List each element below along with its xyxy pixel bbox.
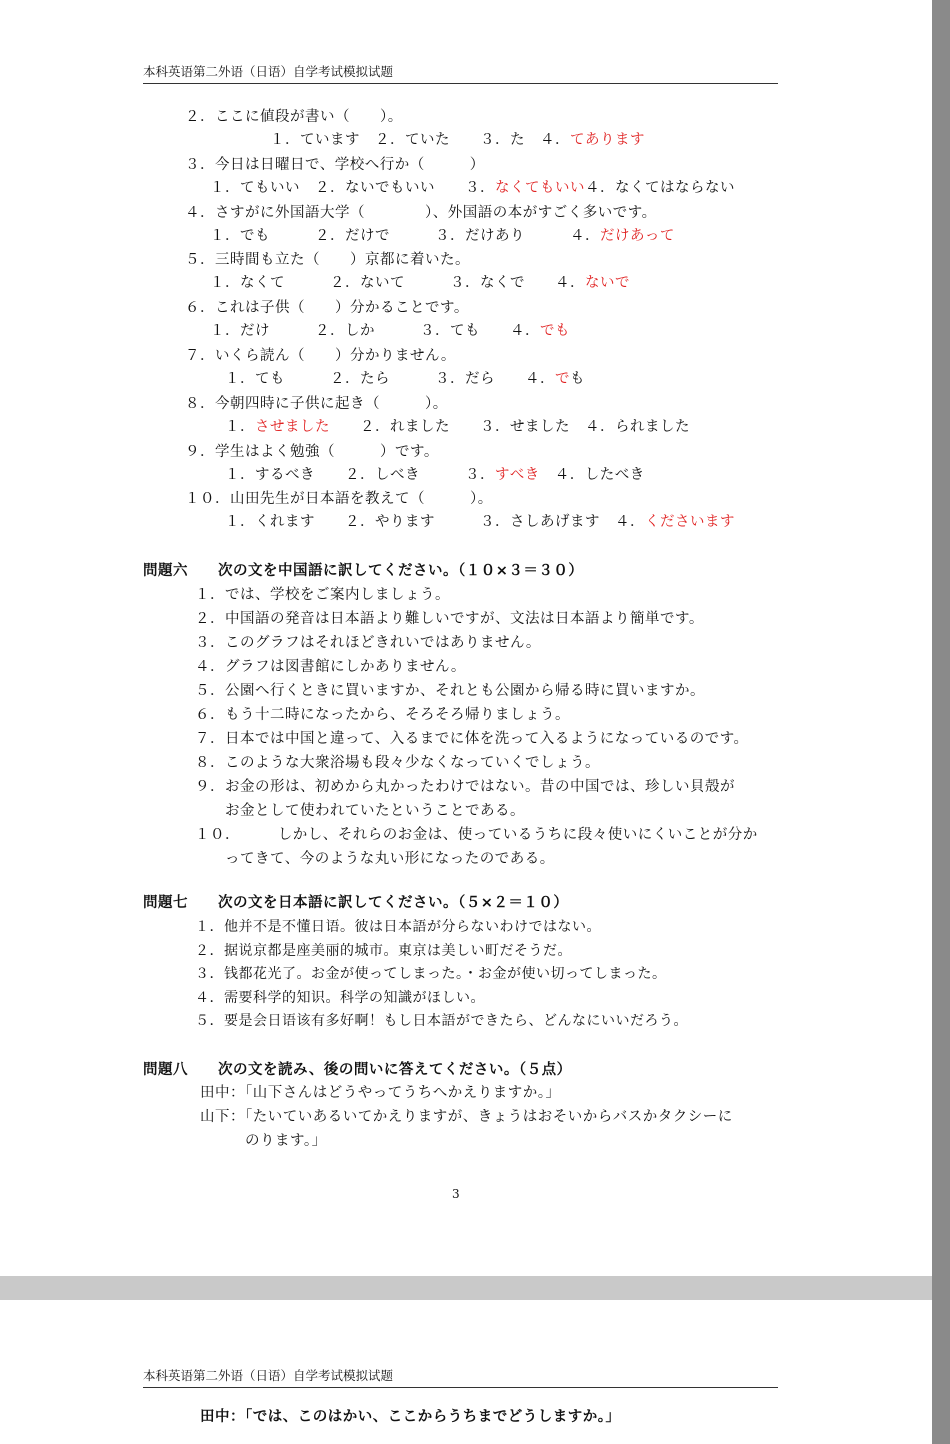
options-line xyxy=(195,513,735,531)
section-6-item: ５．公園へ行くときに買いますか、それとも公園から帰る時に買いますか。 xyxy=(195,683,705,699)
option-text: １．なくて ２．ないて ３．なくで ４． xyxy=(195,275,585,292)
answer-highlight: で xyxy=(555,371,570,387)
section-6-item: １．では、学校をご案内しましょう。 xyxy=(195,587,450,603)
page-number: 3 xyxy=(452,1187,460,1201)
option-text: １．くれます ２．やります ３．さしあげます ４． xyxy=(195,514,645,531)
section-6-title: 問題六 次の文を中国語に訳してください。（１０×３＝３０） xyxy=(143,563,584,579)
page-header: 本科英语第二外语（日语）自学考试模拟试题 xyxy=(143,62,778,84)
answer-highlight: でも xyxy=(540,323,570,340)
options-line xyxy=(195,131,645,149)
option-text: １．だけ ２．しか ３．ても ４． xyxy=(195,323,540,340)
question-line: ７．いくら読ん（ ）分かりません。 xyxy=(185,348,456,364)
section-7-item: ３．钱都花光了。お金が使ってしまった。・お金が使い切ってしまった。 xyxy=(195,966,667,982)
section-7-item: ５．要是会日语该有多好啊！もし日本語ができたら、どんなにいいだろう。 xyxy=(195,1013,688,1029)
option-text: １．でも ２．だけで ３．だけあり ４． xyxy=(195,227,600,244)
option-text: １． xyxy=(195,418,255,435)
question-line: ６．これは子供（ ）分かることです。 xyxy=(185,300,469,317)
options-line xyxy=(195,274,630,292)
viewer-scrollbar[interactable] xyxy=(932,0,950,1444)
answer-highlight: ないで xyxy=(585,275,630,292)
document-page-4 xyxy=(0,1300,932,1444)
options-line xyxy=(195,179,735,197)
dialog-line: のります。」 xyxy=(200,1133,327,1149)
page-gap xyxy=(0,1276,932,1300)
option-text: も xyxy=(570,371,585,387)
section-6-item: ９．お金の形は、初めから丸かったわけではない。昔の中国では、珍しい貝殻が xyxy=(195,779,735,795)
options-line xyxy=(195,418,690,436)
question-line: ９．学生はよく勉強（ ）です。 xyxy=(185,443,439,460)
answer-highlight: てあります xyxy=(570,132,645,148)
section-7-item: １．他并不是不懂日语。彼は日本語が分らないわけではない。 xyxy=(195,919,601,935)
section-6-item: ってきて、今のような丸い形になったのである。 xyxy=(195,851,555,867)
question-line: ２．ここに値段が書い（ ）。 xyxy=(185,109,403,125)
section-7-title: 問題七 次の文を日本語に訳してください。（５×２＝１０） xyxy=(143,895,569,911)
question-line: ８．今朝四時に子供に起き（ ）。 xyxy=(185,395,448,412)
page-header-2: 本科英语第二外语（日语）自学考试模拟试题 xyxy=(143,1366,778,1388)
option-text: ４．なくてはならない xyxy=(585,179,735,196)
section-6-item: ６．もう十二時になったから、そろそろ帰りましょう。 xyxy=(195,707,570,723)
question-line: １０．山田先生が日本語を教えて（ ）。 xyxy=(185,491,493,508)
option-text: ４．したべき xyxy=(539,466,645,483)
answer-highlight: させました xyxy=(255,418,330,435)
option-text: １．ても ２．たら ３．だら ４． xyxy=(195,371,555,387)
question-line: ４．さすがに外国語大学（ ）、外国語の本がすごく多いです。 xyxy=(185,204,657,221)
section-6-item: ３．このグラフはそれほどきれいではありません。 xyxy=(195,635,541,651)
section-6-item: ２．中国語の発音は日本語より難しいですが、文法は日本語より簡単です。 xyxy=(195,611,704,627)
option-text: １．ています ２．ていた ３．た ４． xyxy=(195,132,570,148)
section-6-item: お金として使われていたということである。 xyxy=(195,803,525,819)
section-8-title: 問題八 次の文を読み、後の問いに答えてください。（５点） xyxy=(143,1062,572,1078)
options-line xyxy=(195,322,570,340)
option-text: １．てもいい ２．ないでもいい ３． xyxy=(195,179,495,196)
options-line xyxy=(195,227,675,245)
dialog-line: 田中：「山下さんはどうやってうちへかえりますか。」 xyxy=(200,1085,561,1101)
section-7-item: ４．需要科学的知识。科学の知識がほしい。 xyxy=(195,989,485,1006)
option-text: １．するべき ２．しべき ３． xyxy=(195,466,495,483)
section-6-item: ７．日本では中国と違って、入るまでに体を洗って入るようになっているのです。 xyxy=(195,731,749,747)
page-2-partial-line: 田中：「では、このはかい、ここからうちまでどうしますか。」 xyxy=(200,1409,621,1425)
section-6-item: １０． しかし、それらのお金は、使っているうちに段々使いにくいことが分か xyxy=(195,827,758,843)
dialog-line: 山下：「たいていあるいてかえりますが、きょうはおそいからバスかタクシーに xyxy=(200,1109,733,1125)
options-line xyxy=(195,466,645,484)
section-6-item: ４．グラフは図書館にしかありません。 xyxy=(195,659,466,675)
answer-highlight: なくてもいい xyxy=(495,179,585,196)
options-line xyxy=(195,370,585,388)
question-line: ５．三時間も立た（ ）京都に着いた。 xyxy=(185,252,470,269)
section-6-item: ８．このような大衆浴場も段々少なくなっていくでしょう。 xyxy=(195,755,600,771)
answer-highlight: だけあって xyxy=(600,227,675,244)
answer-highlight: すべき xyxy=(495,466,540,483)
option-text: ２．れました ３．せました ４．られました xyxy=(330,418,690,435)
answer-highlight: くださいます xyxy=(645,514,735,531)
question-line: ３．今日は日曜日で、学校へ行か（ ） xyxy=(185,156,485,173)
section-7-item: ２．据说京都是座美丽的城市。東京は美しい町だそうだ。 xyxy=(195,942,572,959)
